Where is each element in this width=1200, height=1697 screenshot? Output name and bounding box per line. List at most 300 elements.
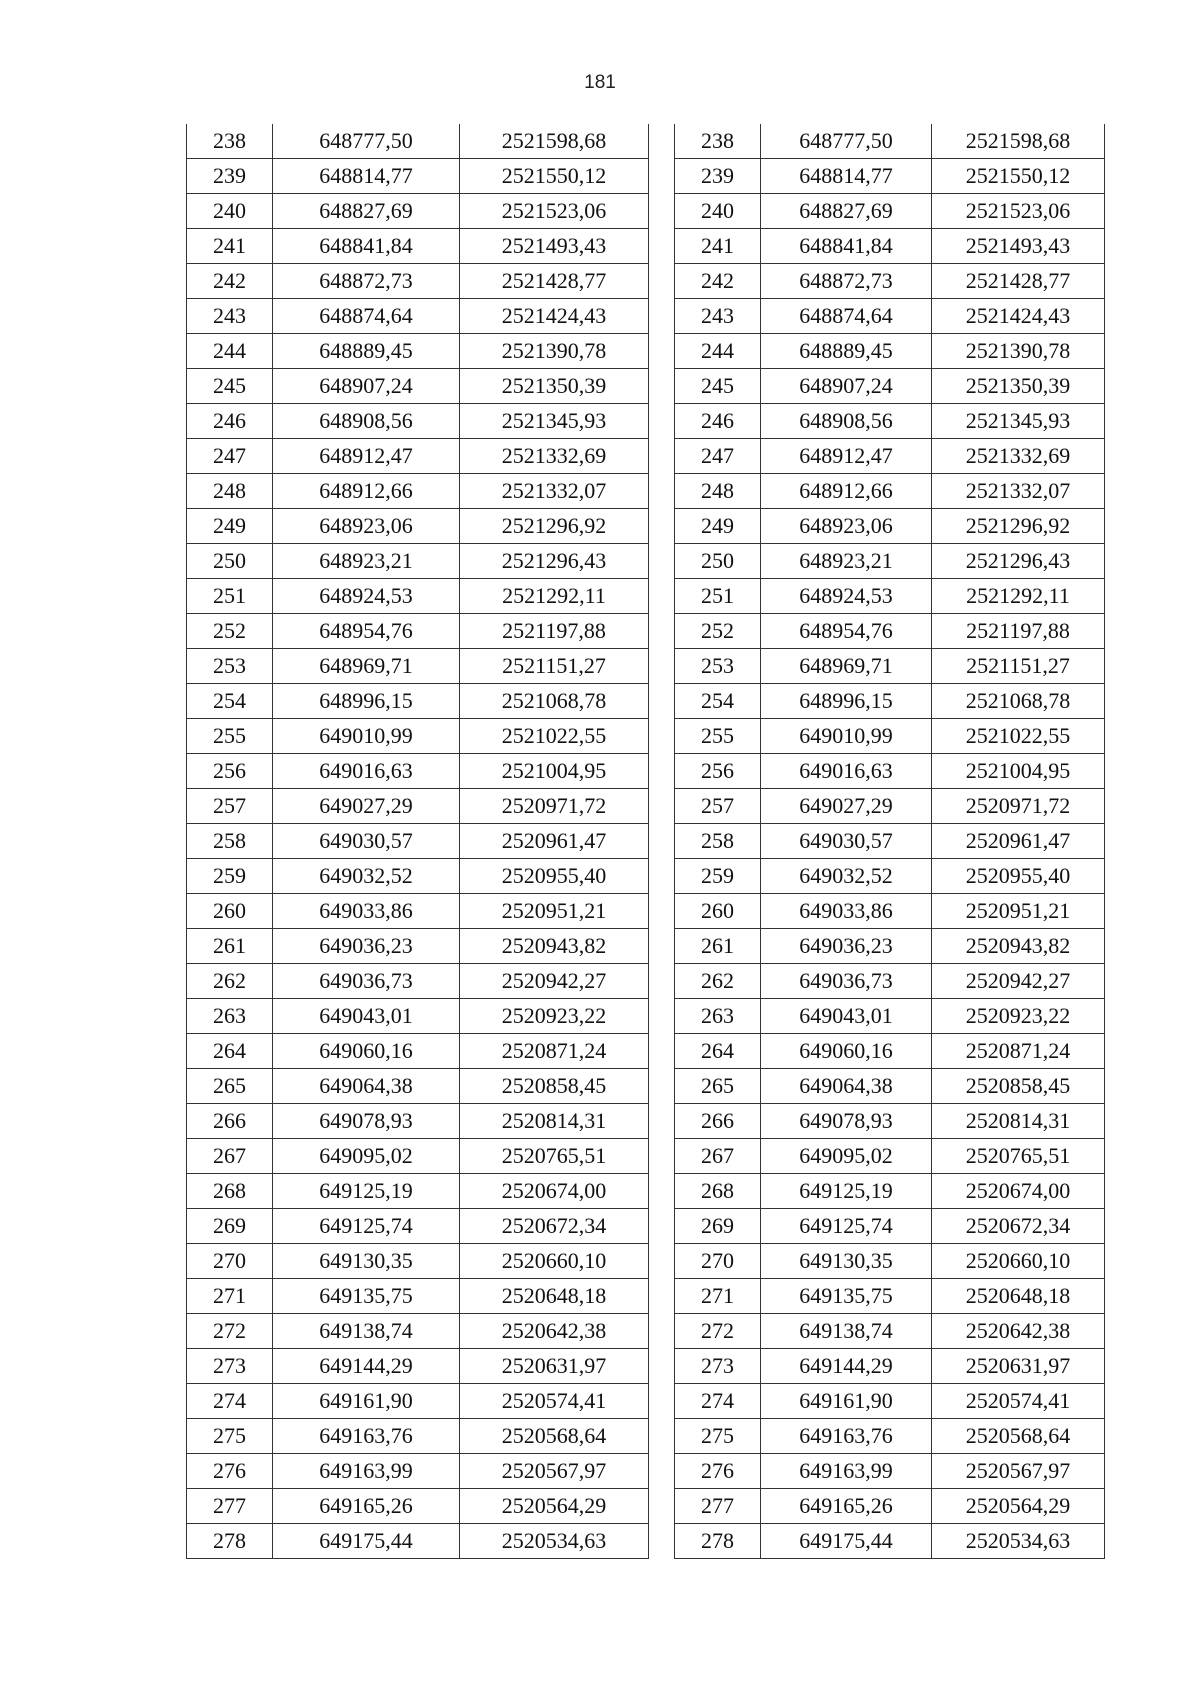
point-number-cell: 255 — [187, 719, 273, 754]
y-coordinate-cell: 2520568,64 — [460, 1419, 649, 1454]
y-coordinate-cell: 2521004,95 — [460, 754, 649, 789]
point-number-cell: 263 — [675, 999, 761, 1034]
page-number: 181 — [584, 72, 616, 93]
x-coordinate-cell: 649016,63 — [761, 754, 932, 789]
x-coordinate-cell: 649161,90 — [273, 1384, 460, 1419]
point-number-cell: 239 — [187, 159, 273, 194]
point-number-cell: 271 — [187, 1279, 273, 1314]
y-coordinate-cell: 2520574,41 — [460, 1384, 649, 1419]
point-number-cell: 273 — [187, 1349, 273, 1384]
y-coordinate-cell: 2521151,27 — [932, 649, 1105, 684]
y-coordinate-cell: 2521493,43 — [932, 229, 1105, 264]
x-coordinate-cell: 649030,57 — [273, 824, 460, 859]
y-coordinate-cell: 2520858,45 — [932, 1069, 1105, 1104]
x-coordinate-cell: 648907,24 — [273, 369, 460, 404]
point-number-cell: 259 — [187, 859, 273, 894]
x-coordinate-cell: 648969,71 — [273, 649, 460, 684]
table-row — [675, 859, 1105, 894]
x-coordinate-cell: 648912,66 — [761, 474, 932, 509]
table-row — [675, 1104, 1105, 1139]
point-number-cell: 238 — [675, 124, 761, 159]
x-coordinate-cell: 649064,38 — [761, 1069, 932, 1104]
point-number-cell: 265 — [187, 1069, 273, 1104]
point-number-cell: 257 — [675, 789, 761, 824]
y-coordinate-cell: 2520672,34 — [932, 1209, 1105, 1244]
table-row — [675, 1069, 1105, 1104]
table-row — [187, 1069, 649, 1104]
x-coordinate-cell: 649138,74 — [761, 1314, 932, 1349]
table-row — [187, 1279, 649, 1314]
y-coordinate-cell: 2520961,47 — [932, 824, 1105, 859]
y-coordinate-cell: 2521296,92 — [460, 509, 649, 544]
y-coordinate-cell: 2520642,38 — [460, 1314, 649, 1349]
x-coordinate-cell: 648996,15 — [273, 684, 460, 719]
x-coordinate-cell: 648908,56 — [761, 404, 932, 439]
point-number-cell: 246 — [187, 404, 273, 439]
x-coordinate-cell: 648827,69 — [273, 194, 460, 229]
y-coordinate-cell: 2521022,55 — [460, 719, 649, 754]
y-coordinate-cell: 2521350,39 — [932, 369, 1105, 404]
x-coordinate-cell: 649078,93 — [273, 1104, 460, 1139]
y-coordinate-cell: 2521550,12 — [460, 159, 649, 194]
point-number-cell: 245 — [675, 369, 761, 404]
point-number-cell: 272 — [187, 1314, 273, 1349]
y-coordinate-cell: 2521523,06 — [932, 194, 1105, 229]
point-number-cell: 275 — [675, 1419, 761, 1454]
x-coordinate-cell: 648874,64 — [273, 299, 460, 334]
y-coordinate-cell: 2521292,11 — [460, 579, 649, 614]
x-coordinate-cell: 648841,84 — [761, 229, 932, 264]
point-number-cell: 256 — [187, 754, 273, 789]
y-coordinate-cell: 2521350,39 — [460, 369, 649, 404]
y-coordinate-cell: 2521197,88 — [932, 614, 1105, 649]
y-coordinate-cell: 2521424,43 — [932, 299, 1105, 334]
table-row — [187, 754, 649, 789]
point-number-cell: 250 — [675, 544, 761, 579]
x-coordinate-cell: 649036,73 — [761, 964, 932, 999]
x-coordinate-cell: 648907,24 — [761, 369, 932, 404]
x-coordinate-cell: 649163,76 — [761, 1419, 932, 1454]
x-coordinate-cell: 649135,75 — [273, 1279, 460, 1314]
y-coordinate-cell: 2520568,64 — [932, 1419, 1105, 1454]
x-coordinate-cell: 648912,47 — [273, 439, 460, 474]
y-coordinate-cell: 2520674,00 — [932, 1174, 1105, 1209]
y-coordinate-cell: 2521296,92 — [932, 509, 1105, 544]
x-coordinate-cell: 648923,06 — [273, 509, 460, 544]
x-coordinate-cell: 649043,01 — [273, 999, 460, 1034]
point-number-cell: 253 — [187, 649, 273, 684]
y-coordinate-cell: 2521332,69 — [460, 439, 649, 474]
x-coordinate-cell: 649125,19 — [273, 1174, 460, 1209]
y-coordinate-cell: 2520567,97 — [932, 1454, 1105, 1489]
table-row — [187, 439, 649, 474]
table-row — [187, 1454, 649, 1489]
point-number-cell: 277 — [675, 1489, 761, 1524]
y-coordinate-cell: 2521523,06 — [460, 194, 649, 229]
x-coordinate-cell: 649144,29 — [761, 1349, 932, 1384]
point-number-cell: 238 — [187, 124, 273, 159]
table-row — [675, 789, 1105, 824]
y-coordinate-cell: 2520660,10 — [932, 1244, 1105, 1279]
point-number-cell: 277 — [187, 1489, 273, 1524]
y-coordinate-cell: 2520674,00 — [460, 1174, 649, 1209]
table-row — [187, 404, 649, 439]
x-coordinate-cell: 648908,56 — [273, 404, 460, 439]
table-row — [187, 229, 649, 264]
point-number-cell: 258 — [187, 824, 273, 859]
y-coordinate-cell: 2520942,27 — [932, 964, 1105, 999]
y-coordinate-cell: 2520814,31 — [932, 1104, 1105, 1139]
y-coordinate-cell: 2520648,18 — [932, 1279, 1105, 1314]
x-coordinate-cell: 648814,77 — [273, 159, 460, 194]
x-coordinate-cell: 649095,02 — [761, 1139, 932, 1174]
table-row — [187, 1524, 649, 1559]
point-number-cell: 264 — [187, 1034, 273, 1069]
table-row — [187, 1384, 649, 1419]
y-coordinate-cell: 2520871,24 — [932, 1034, 1105, 1069]
y-coordinate-cell: 2520814,31 — [460, 1104, 649, 1139]
x-coordinate-cell: 648889,45 — [761, 334, 932, 369]
table-row — [675, 194, 1105, 229]
y-coordinate-cell: 2520955,40 — [932, 859, 1105, 894]
point-number-cell: 278 — [675, 1524, 761, 1559]
x-coordinate-cell: 649036,73 — [273, 964, 460, 999]
point-number-cell: 255 — [675, 719, 761, 754]
table-row — [187, 509, 649, 544]
table-row — [675, 299, 1105, 334]
table-row — [187, 474, 649, 509]
x-coordinate-cell: 648923,06 — [761, 509, 932, 544]
point-number-cell: 274 — [187, 1384, 273, 1419]
x-coordinate-cell: 649163,99 — [273, 1454, 460, 1489]
table-row — [675, 929, 1105, 964]
table-row — [675, 229, 1105, 264]
table-row — [187, 369, 649, 404]
x-coordinate-cell: 648923,21 — [761, 544, 932, 579]
x-coordinate-cell: 649135,75 — [761, 1279, 932, 1314]
table-row — [675, 369, 1105, 404]
x-coordinate-cell: 648924,53 — [273, 579, 460, 614]
y-coordinate-cell: 2520942,27 — [460, 964, 649, 999]
point-number-cell: 270 — [675, 1244, 761, 1279]
point-number-cell: 268 — [187, 1174, 273, 1209]
y-coordinate-cell: 2520765,51 — [460, 1139, 649, 1174]
point-number-cell: 259 — [675, 859, 761, 894]
point-number-cell: 262 — [187, 964, 273, 999]
table-row — [187, 159, 649, 194]
y-coordinate-cell: 2521296,43 — [932, 544, 1105, 579]
y-coordinate-cell: 2520971,72 — [460, 789, 649, 824]
x-coordinate-cell: 648777,50 — [273, 124, 460, 159]
point-number-cell: 243 — [187, 299, 273, 334]
point-number-cell: 271 — [675, 1279, 761, 1314]
table-row — [187, 789, 649, 824]
y-coordinate-cell: 2520971,72 — [932, 789, 1105, 824]
point-number-cell: 269 — [187, 1209, 273, 1244]
point-number-cell: 251 — [675, 579, 761, 614]
point-number-cell: 244 — [675, 334, 761, 369]
x-coordinate-cell: 649064,38 — [273, 1069, 460, 1104]
y-coordinate-cell: 2521424,43 — [460, 299, 649, 334]
x-coordinate-cell: 649165,26 — [273, 1489, 460, 1524]
point-number-cell: 244 — [187, 334, 273, 369]
table-row — [675, 474, 1105, 509]
table-row — [675, 1314, 1105, 1349]
table-row — [675, 1454, 1105, 1489]
x-coordinate-cell: 649027,29 — [273, 789, 460, 824]
x-coordinate-cell: 649036,23 — [273, 929, 460, 964]
table-row — [675, 1174, 1105, 1209]
point-number-cell: 273 — [675, 1349, 761, 1384]
y-coordinate-cell: 2521332,69 — [932, 439, 1105, 474]
table-row — [187, 1314, 649, 1349]
coordinates-table-right-body — [675, 124, 1105, 1559]
x-coordinate-cell: 649010,99 — [761, 719, 932, 754]
table-row — [187, 1139, 649, 1174]
x-coordinate-cell: 648924,53 — [761, 579, 932, 614]
table-row — [187, 334, 649, 369]
x-coordinate-cell: 648912,47 — [761, 439, 932, 474]
y-coordinate-cell: 2521428,77 — [460, 264, 649, 299]
point-number-cell: 246 — [675, 404, 761, 439]
table-row — [675, 404, 1105, 439]
y-coordinate-cell: 2520564,29 — [932, 1489, 1105, 1524]
table-row — [187, 1104, 649, 1139]
point-number-cell: 275 — [187, 1419, 273, 1454]
y-coordinate-cell: 2520858,45 — [460, 1069, 649, 1104]
y-coordinate-cell: 2520574,41 — [932, 1384, 1105, 1419]
y-coordinate-cell: 2520564,29 — [460, 1489, 649, 1524]
x-coordinate-cell: 648923,21 — [273, 544, 460, 579]
y-coordinate-cell: 2520923,22 — [932, 999, 1105, 1034]
x-coordinate-cell: 649032,52 — [273, 859, 460, 894]
table-row — [675, 1209, 1105, 1244]
x-coordinate-cell: 648827,69 — [761, 194, 932, 229]
x-coordinate-cell: 649165,26 — [761, 1489, 932, 1524]
table-row — [675, 509, 1105, 544]
y-coordinate-cell: 2520871,24 — [460, 1034, 649, 1069]
y-coordinate-cell: 2521292,11 — [932, 579, 1105, 614]
table-row — [675, 999, 1105, 1034]
table-row — [187, 1034, 649, 1069]
y-coordinate-cell: 2520765,51 — [932, 1139, 1105, 1174]
x-coordinate-cell: 649175,44 — [761, 1524, 932, 1559]
y-coordinate-cell: 2520631,97 — [460, 1349, 649, 1384]
point-number-cell: 262 — [675, 964, 761, 999]
table-row — [675, 544, 1105, 579]
table-row — [187, 1209, 649, 1244]
table-row — [675, 754, 1105, 789]
x-coordinate-cell: 649144,29 — [273, 1349, 460, 1384]
y-coordinate-cell: 2521151,27 — [460, 649, 649, 684]
y-coordinate-cell: 2521390,78 — [460, 334, 649, 369]
x-coordinate-cell: 648777,50 — [761, 124, 932, 159]
table-row — [675, 264, 1105, 299]
point-number-cell: 254 — [675, 684, 761, 719]
table-row — [187, 544, 649, 579]
point-number-cell: 240 — [675, 194, 761, 229]
table-row — [675, 159, 1105, 194]
x-coordinate-cell: 649032,52 — [761, 859, 932, 894]
point-number-cell: 265 — [675, 1069, 761, 1104]
y-coordinate-cell: 2521598,68 — [932, 124, 1105, 159]
point-number-cell: 263 — [187, 999, 273, 1034]
point-number-cell: 256 — [675, 754, 761, 789]
y-coordinate-cell: 2520923,22 — [460, 999, 649, 1034]
point-number-cell: 268 — [675, 1174, 761, 1209]
x-coordinate-cell: 648912,66 — [273, 474, 460, 509]
x-coordinate-cell: 649060,16 — [273, 1034, 460, 1069]
x-coordinate-cell: 649125,74 — [761, 1209, 932, 1244]
point-number-cell: 242 — [187, 264, 273, 299]
table-row — [187, 894, 649, 929]
y-coordinate-cell: 2521197,88 — [460, 614, 649, 649]
table-row — [187, 929, 649, 964]
table-row — [187, 649, 649, 684]
y-coordinate-cell: 2520943,82 — [460, 929, 649, 964]
point-number-cell: 276 — [187, 1454, 273, 1489]
y-coordinate-cell: 2520943,82 — [932, 929, 1105, 964]
table-row — [675, 1419, 1105, 1454]
x-coordinate-cell: 649163,76 — [273, 1419, 460, 1454]
x-coordinate-cell: 649010,99 — [273, 719, 460, 754]
point-number-cell: 258 — [675, 824, 761, 859]
x-coordinate-cell: 649125,19 — [761, 1174, 932, 1209]
table-row — [187, 264, 649, 299]
point-number-cell: 269 — [675, 1209, 761, 1244]
point-number-cell: 241 — [675, 229, 761, 264]
x-coordinate-cell: 649060,16 — [761, 1034, 932, 1069]
y-coordinate-cell: 2520631,97 — [932, 1349, 1105, 1384]
point-number-cell: 276 — [675, 1454, 761, 1489]
x-coordinate-cell: 649175,44 — [273, 1524, 460, 1559]
table-row — [187, 999, 649, 1034]
point-number-cell: 274 — [675, 1384, 761, 1419]
point-number-cell: 252 — [675, 614, 761, 649]
coordinates-table-right — [674, 124, 1105, 1559]
point-number-cell: 254 — [187, 684, 273, 719]
point-number-cell: 248 — [675, 474, 761, 509]
point-number-cell: 247 — [187, 439, 273, 474]
x-coordinate-cell: 648889,45 — [273, 334, 460, 369]
x-coordinate-cell: 648954,76 — [761, 614, 932, 649]
table-row — [675, 894, 1105, 929]
x-coordinate-cell: 649130,35 — [761, 1244, 932, 1279]
point-number-cell: 249 — [187, 509, 273, 544]
y-coordinate-cell: 2521068,78 — [460, 684, 649, 719]
table-row — [675, 719, 1105, 754]
table-row — [187, 1419, 649, 1454]
point-number-cell: 248 — [187, 474, 273, 509]
point-number-cell: 267 — [675, 1139, 761, 1174]
point-number-cell: 261 — [187, 929, 273, 964]
x-coordinate-cell: 649163,99 — [761, 1454, 932, 1489]
point-number-cell: 253 — [675, 649, 761, 684]
x-coordinate-cell: 649043,01 — [761, 999, 932, 1034]
x-coordinate-cell: 649027,29 — [761, 789, 932, 824]
y-coordinate-cell: 2521345,93 — [460, 404, 649, 439]
point-number-cell: 260 — [675, 894, 761, 929]
point-number-cell: 245 — [187, 369, 273, 404]
x-coordinate-cell: 648996,15 — [761, 684, 932, 719]
y-coordinate-cell: 2520951,21 — [460, 894, 649, 929]
y-coordinate-cell: 2520534,63 — [932, 1524, 1105, 1559]
x-coordinate-cell: 648814,77 — [761, 159, 932, 194]
x-coordinate-cell: 649138,74 — [273, 1314, 460, 1349]
y-coordinate-cell: 2520961,47 — [460, 824, 649, 859]
table-row — [675, 334, 1105, 369]
x-coordinate-cell: 649016,63 — [273, 754, 460, 789]
x-coordinate-cell: 648874,64 — [761, 299, 932, 334]
y-coordinate-cell: 2521332,07 — [932, 474, 1105, 509]
y-coordinate-cell: 2521493,43 — [460, 229, 649, 264]
x-coordinate-cell: 649161,90 — [761, 1384, 932, 1419]
x-coordinate-cell: 649130,35 — [273, 1244, 460, 1279]
x-coordinate-cell: 648872,73 — [761, 264, 932, 299]
point-number-cell: 251 — [187, 579, 273, 614]
point-number-cell: 242 — [675, 264, 761, 299]
y-coordinate-cell: 2520955,40 — [460, 859, 649, 894]
x-coordinate-cell: 648954,76 — [273, 614, 460, 649]
x-coordinate-cell: 649078,93 — [761, 1104, 932, 1139]
point-number-cell: 250 — [187, 544, 273, 579]
point-number-cell: 243 — [675, 299, 761, 334]
y-coordinate-cell: 2521332,07 — [460, 474, 649, 509]
table-row — [675, 824, 1105, 859]
y-coordinate-cell: 2521598,68 — [460, 124, 649, 159]
point-number-cell: 278 — [187, 1524, 273, 1559]
y-coordinate-cell: 2521428,77 — [932, 264, 1105, 299]
y-coordinate-cell: 2521022,55 — [932, 719, 1105, 754]
point-number-cell: 266 — [675, 1104, 761, 1139]
coordinates-table-left — [186, 124, 649, 1559]
table-row — [675, 1489, 1105, 1524]
point-number-cell: 261 — [675, 929, 761, 964]
table-row — [675, 684, 1105, 719]
table-row — [675, 1279, 1105, 1314]
table-row — [187, 684, 649, 719]
x-coordinate-cell: 648872,73 — [273, 264, 460, 299]
y-coordinate-cell: 2520642,38 — [932, 1314, 1105, 1349]
table-row — [675, 1349, 1105, 1384]
x-coordinate-cell: 649036,23 — [761, 929, 932, 964]
point-number-cell: 266 — [187, 1104, 273, 1139]
table-row — [187, 964, 649, 999]
y-coordinate-cell: 2521068,78 — [932, 684, 1105, 719]
x-coordinate-cell: 649030,57 — [761, 824, 932, 859]
y-coordinate-cell: 2520534,63 — [460, 1524, 649, 1559]
point-number-cell: 241 — [187, 229, 273, 264]
y-coordinate-cell: 2520648,18 — [460, 1279, 649, 1314]
y-coordinate-cell: 2521004,95 — [932, 754, 1105, 789]
x-coordinate-cell: 649125,74 — [273, 1209, 460, 1244]
y-coordinate-cell: 2521550,12 — [932, 159, 1105, 194]
point-number-cell: 252 — [187, 614, 273, 649]
point-number-cell: 264 — [675, 1034, 761, 1069]
table-row — [675, 1244, 1105, 1279]
table-row — [187, 579, 649, 614]
x-coordinate-cell: 649095,02 — [273, 1139, 460, 1174]
table-row — [187, 614, 649, 649]
table-row — [675, 649, 1105, 684]
table-row — [187, 194, 649, 229]
y-coordinate-cell: 2520951,21 — [932, 894, 1105, 929]
x-coordinate-cell: 649033,86 — [761, 894, 932, 929]
table-row — [187, 1349, 649, 1384]
point-number-cell: 249 — [675, 509, 761, 544]
x-coordinate-cell: 649033,86 — [273, 894, 460, 929]
table-row — [187, 719, 649, 754]
